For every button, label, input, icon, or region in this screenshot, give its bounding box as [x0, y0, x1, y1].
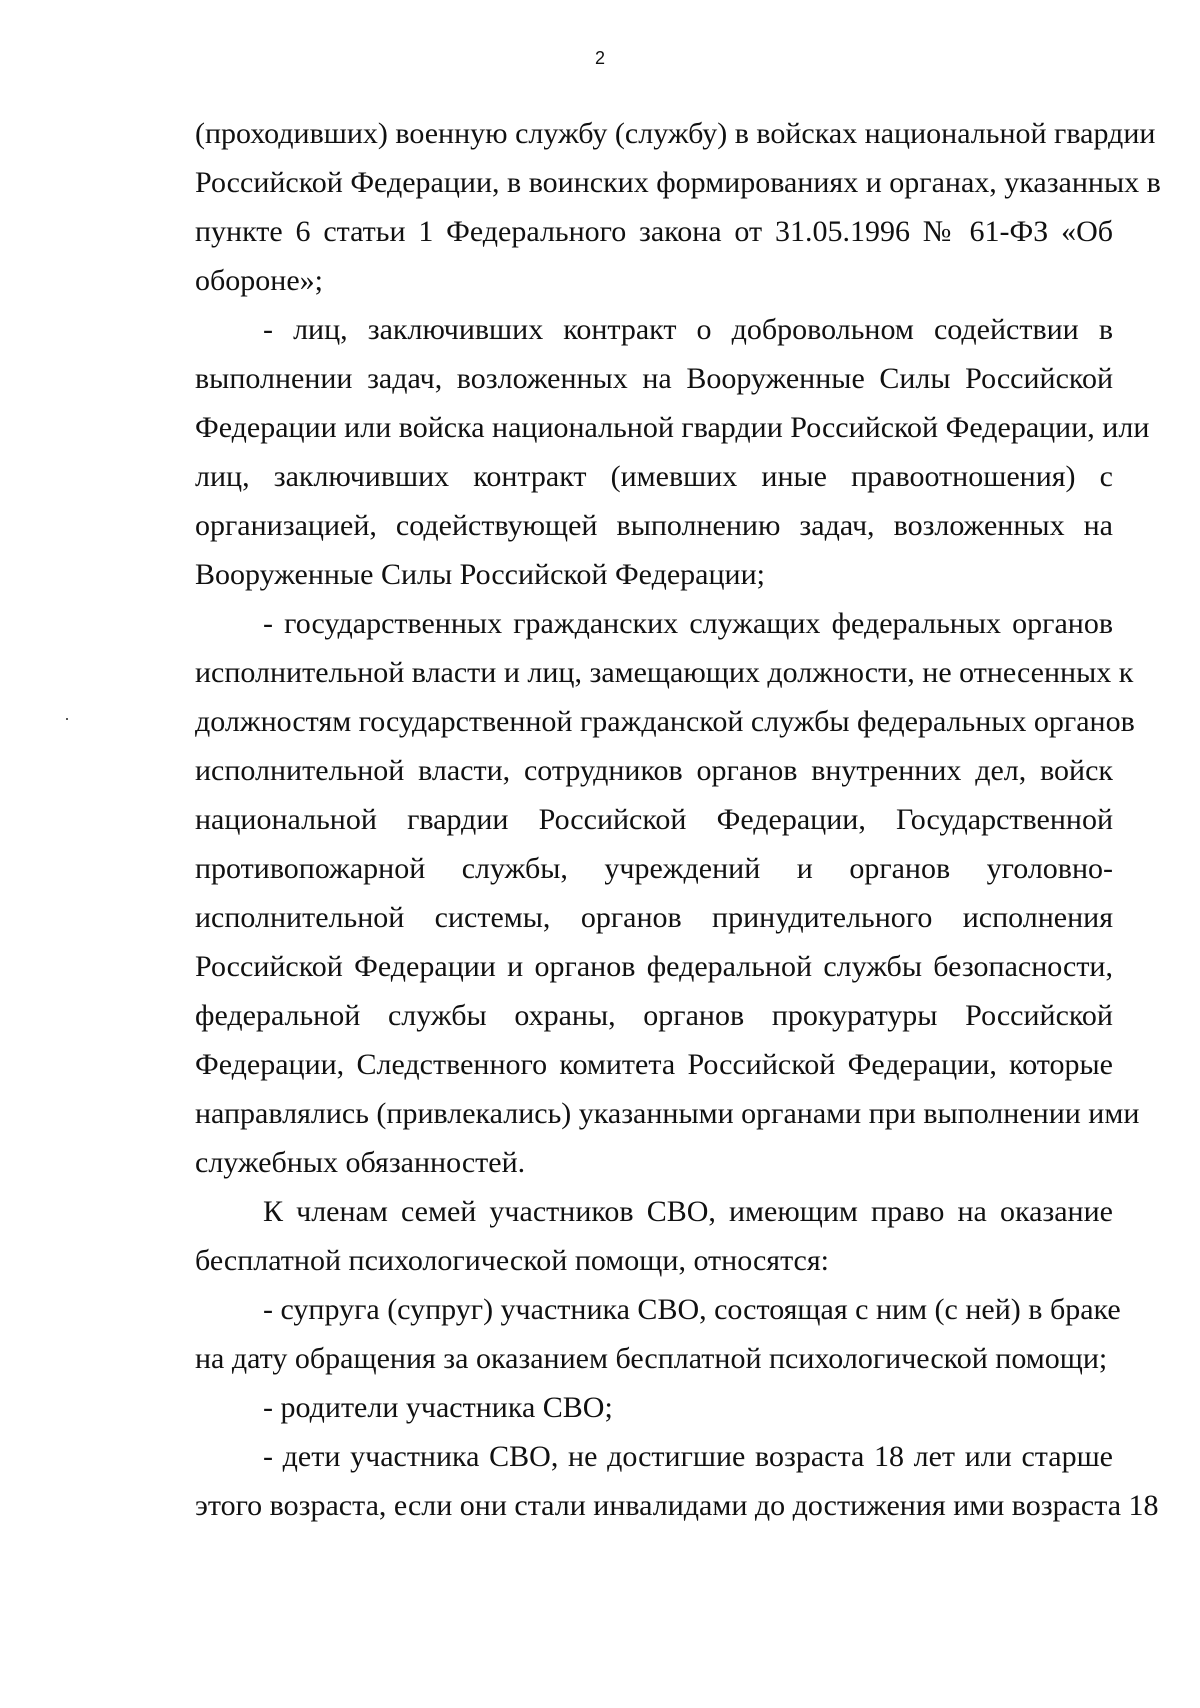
text-line: национальной гвардии Российской Федерации, Государственной [195, 803, 1113, 836]
text-line: исполнительной власти и лиц, замещающих должности, не отнесенных к [195, 656, 1134, 689]
scan-speck [66, 718, 68, 720]
text-line: исполнительной власти, сотрудников органов внутренних дел, войск [195, 754, 1113, 787]
text-line: К членам семей участников СВО, имеющим право на оказание [263, 1195, 1113, 1228]
text-line: направлялись (привлекались) указанными органами при выполнении ими [195, 1097, 1140, 1130]
text-line: обороне»; [195, 264, 323, 297]
text-line: Вооруженные Силы Российской Федерации; [195, 558, 765, 591]
text-line: Федерации или войска национальной гвардии Российской Федерации, или [195, 411, 1150, 444]
text-line: - лиц, заключивших контракт о добровольном содействии в [263, 313, 1113, 346]
text-line: бесплатной психологической помощи, относятся: [195, 1244, 829, 1277]
text-line: - родители участника СВО; [263, 1391, 613, 1424]
text-line: этого возраста, если они стали инвалидами до достижения ими возраста 18 [195, 1489, 1159, 1522]
text-line: служебных обязанностей. [195, 1146, 526, 1179]
text-line: - дети участника СВО, не достигшие возраста 18 лет или старше [263, 1440, 1113, 1473]
text-line: Российской Федерации и органов федеральной службы безопасности, [195, 950, 1113, 983]
text-line: лиц, заключивших контракт (имевших иные правоотношения) с [195, 460, 1113, 493]
text-line: Российской Федерации, в воинских формированиях и органах, указанных в [195, 166, 1161, 199]
text-line: противопожарной службы, учреждений и органов уголовно- [195, 852, 1113, 885]
text-line: (проходивших) военную службу (службу) в войсках национальной гвардии [195, 117, 1156, 150]
text-line: Федерации, Следственного комитета Российской Федерации, которые [195, 1048, 1113, 1081]
text-line: федеральной службы охраны, органов прокуратуры Российской [195, 999, 1113, 1032]
page-number: 2 [594, 48, 605, 68]
text-line: исполнительной системы, органов принудительного исполнения [195, 901, 1113, 934]
text-line: организацией, содействующей выполнению задач, возложенных на [195, 509, 1113, 542]
text-line: пункте 6 статьи 1 Федерального закона от 31.05.1996 № 61-ФЗ «Об [195, 215, 1113, 248]
text-line: - супруга (супруг) участника СВО, состоящая с ним (с ней) в браке [263, 1293, 1121, 1326]
text-line: на дату обращения за оказанием бесплатной психологической помощи; [195, 1342, 1108, 1375]
text-line: должностям государственной гражданской службы федеральных органов [195, 705, 1135, 738]
document-body [195, 109, 1161, 1530]
text-line: выполнении задач, возложенных на Вооруженные Силы Российской [195, 362, 1113, 395]
text-line: - государственных гражданских служащих федеральных органов [263, 607, 1113, 640]
